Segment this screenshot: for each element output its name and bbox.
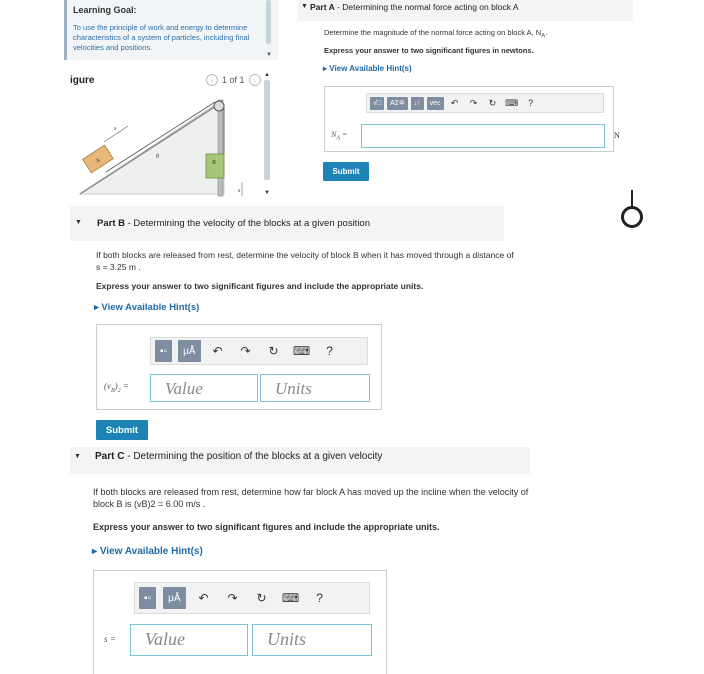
part-b-instructions: Express your answer to two significant figures and include the appropriate units. xyxy=(96,281,424,291)
arrows-button[interactable]: ↓↑ xyxy=(411,97,424,110)
scroll-down-arrow-icon[interactable]: ▼ xyxy=(264,190,270,196)
part-c-hints-link[interactable]: ▸ View Available Hint(s) xyxy=(92,546,203,557)
keyboard-icon[interactable]: ⌨ xyxy=(505,97,519,108)
goal-title: Learning Goal: xyxy=(73,5,137,15)
part-a-submit-button[interactable]: Submit xyxy=(323,162,369,181)
prev-figure-icon[interactable]: ‹ xyxy=(206,74,218,86)
part-a-answer-input[interactable] xyxy=(361,124,605,148)
support-post xyxy=(218,100,223,196)
cursor-stem xyxy=(631,190,633,207)
help-icon[interactable]: ? xyxy=(316,591,323,605)
part-a-label: Part A xyxy=(310,2,335,12)
part-b-variable-paren: ) xyxy=(114,381,118,391)
block-b-label: B xyxy=(212,160,216,166)
part-a-title: - Determining the normal force acting on block A xyxy=(334,2,519,12)
templates-button[interactable]: √□ xyxy=(370,97,384,110)
part-c-label: Part C xyxy=(95,451,125,462)
greek-symbols-button[interactable]: ΑΣΦ xyxy=(387,97,408,110)
part-c-question: If both blocks are released from rest, determine how far block A has moved up the incline when the velocity of block B is (vB)2 = 6.00 m/s . xyxy=(93,487,529,509)
part-b-variable-label: $(v_B)_2$ = xyxy=(104,381,129,394)
s-marker-label: s xyxy=(238,188,241,194)
part-b-header[interactable] xyxy=(70,206,504,241)
part-c-title: - Determining the position of the blocks at a given velocity xyxy=(124,451,383,462)
block-a-label: A xyxy=(94,157,102,165)
part-a-question: Determine the magnitude of the normal force acting on block A, $N_A$. xyxy=(324,28,548,40)
figure-pager xyxy=(206,74,261,86)
part-a-toolbar xyxy=(366,93,604,113)
scroll-down-arrow-icon[interactable]: ▼ xyxy=(266,52,272,58)
help-icon[interactable]: ? xyxy=(326,344,333,358)
caret-right-icon: ▸ xyxy=(323,64,330,73)
caret-right-icon: ▸ xyxy=(92,546,100,557)
part-a-variable-subscript: A xyxy=(336,135,341,142)
part-a-hints-link[interactable]: ▸ View Available Hint(s) xyxy=(323,64,412,73)
reset-icon[interactable]: ↻ xyxy=(268,344,279,358)
units-button[interactable]: μÅ xyxy=(163,587,185,609)
scroll-up-arrow-icon[interactable]: ▲ xyxy=(264,72,270,78)
part-b-variable-subscript: B xyxy=(111,387,115,394)
part-b-units-input[interactable]: Units xyxy=(260,374,370,402)
part-c-units-input[interactable]: Units xyxy=(252,624,372,656)
vector-button[interactable]: vec xyxy=(427,97,444,110)
units-button[interactable]: μÅ xyxy=(178,340,200,362)
templates-button[interactable]: ▪▫ xyxy=(155,340,172,362)
undo-icon[interactable]: ↶ xyxy=(212,344,223,358)
s-dimension-label: s xyxy=(114,126,117,132)
part-a-header[interactable] xyxy=(298,0,633,21)
theta-label: θ xyxy=(156,154,159,160)
goal-scroll-thumb[interactable] xyxy=(266,0,271,44)
next-figure-icon[interactable]: › xyxy=(249,74,261,86)
part-b-value-input[interactable]: Value xyxy=(150,374,258,402)
undo-icon[interactable]: ↶ xyxy=(198,591,209,605)
part-b-submit-button[interactable]: Submit xyxy=(96,420,148,440)
part-b-title: - Determining the velocity of the blocks at a given position xyxy=(124,218,370,229)
collapse-caret-icon[interactable]: ▼ xyxy=(75,219,82,226)
part-c-header[interactable] xyxy=(70,447,530,474)
part-b-label: Part B xyxy=(97,218,125,229)
block-b xyxy=(206,154,224,178)
redo-icon[interactable]: ↷ xyxy=(469,97,478,108)
part-b-hints-link[interactable]: ▸ View Available Hint(s) xyxy=(94,302,200,313)
figure-label: igure xyxy=(70,75,95,86)
part-a-instructions: Express your answer to two significant figures in newtons. xyxy=(324,46,534,55)
goal-scrollbar[interactable] xyxy=(264,0,274,58)
part-c-instructions: Express your answer to two significant figures and include the appropriate units. xyxy=(93,522,440,532)
caret-right-icon: ▸ xyxy=(94,302,102,313)
pager-text: 1 of 1 xyxy=(222,75,245,85)
part-b-question: If both blocks are released from rest, determine the velocity of block B when it has moved through a distance of s = 3.25 m . xyxy=(96,250,514,272)
collapse-caret-icon[interactable]: ▼ xyxy=(74,453,81,460)
part-a-question-subscript: A xyxy=(541,33,546,40)
redo-icon[interactable]: ↷ xyxy=(240,344,251,358)
part-a-variable-label: $N_A$ = xyxy=(331,130,348,142)
part-c-value-input[interactable]: Value xyxy=(130,624,248,656)
cursor-ring-icon xyxy=(621,206,643,228)
pulley-icon xyxy=(214,101,224,111)
part-b-toolbar xyxy=(150,337,368,365)
block-a xyxy=(83,145,114,173)
pulley-figure xyxy=(76,92,266,200)
part-c-variable-label: s = xyxy=(104,634,116,644)
learning-goal xyxy=(64,0,278,60)
part-a-unit: N xyxy=(614,131,620,140)
templates-button[interactable]: ▪▫ xyxy=(139,587,156,609)
reset-icon[interactable]: ↻ xyxy=(256,591,267,605)
keyboard-icon[interactable]: ⌨ xyxy=(292,344,311,358)
reset-icon[interactable]: ↻ xyxy=(488,97,497,108)
undo-icon[interactable]: ↶ xyxy=(450,97,459,108)
collapse-caret-icon[interactable]: ▼ xyxy=(301,3,308,10)
redo-icon[interactable]: ↷ xyxy=(227,591,238,605)
part-b-variable-subscript-2: 2 xyxy=(117,387,121,394)
help-icon[interactable]: ? xyxy=(528,98,534,108)
keyboard-icon[interactable]: ⌨ xyxy=(281,591,300,605)
goal-text: To use the principle of work and energy to determine characteristics of a system of particles, including final velocities and positions. xyxy=(73,23,250,52)
part-c-toolbar xyxy=(134,582,370,614)
